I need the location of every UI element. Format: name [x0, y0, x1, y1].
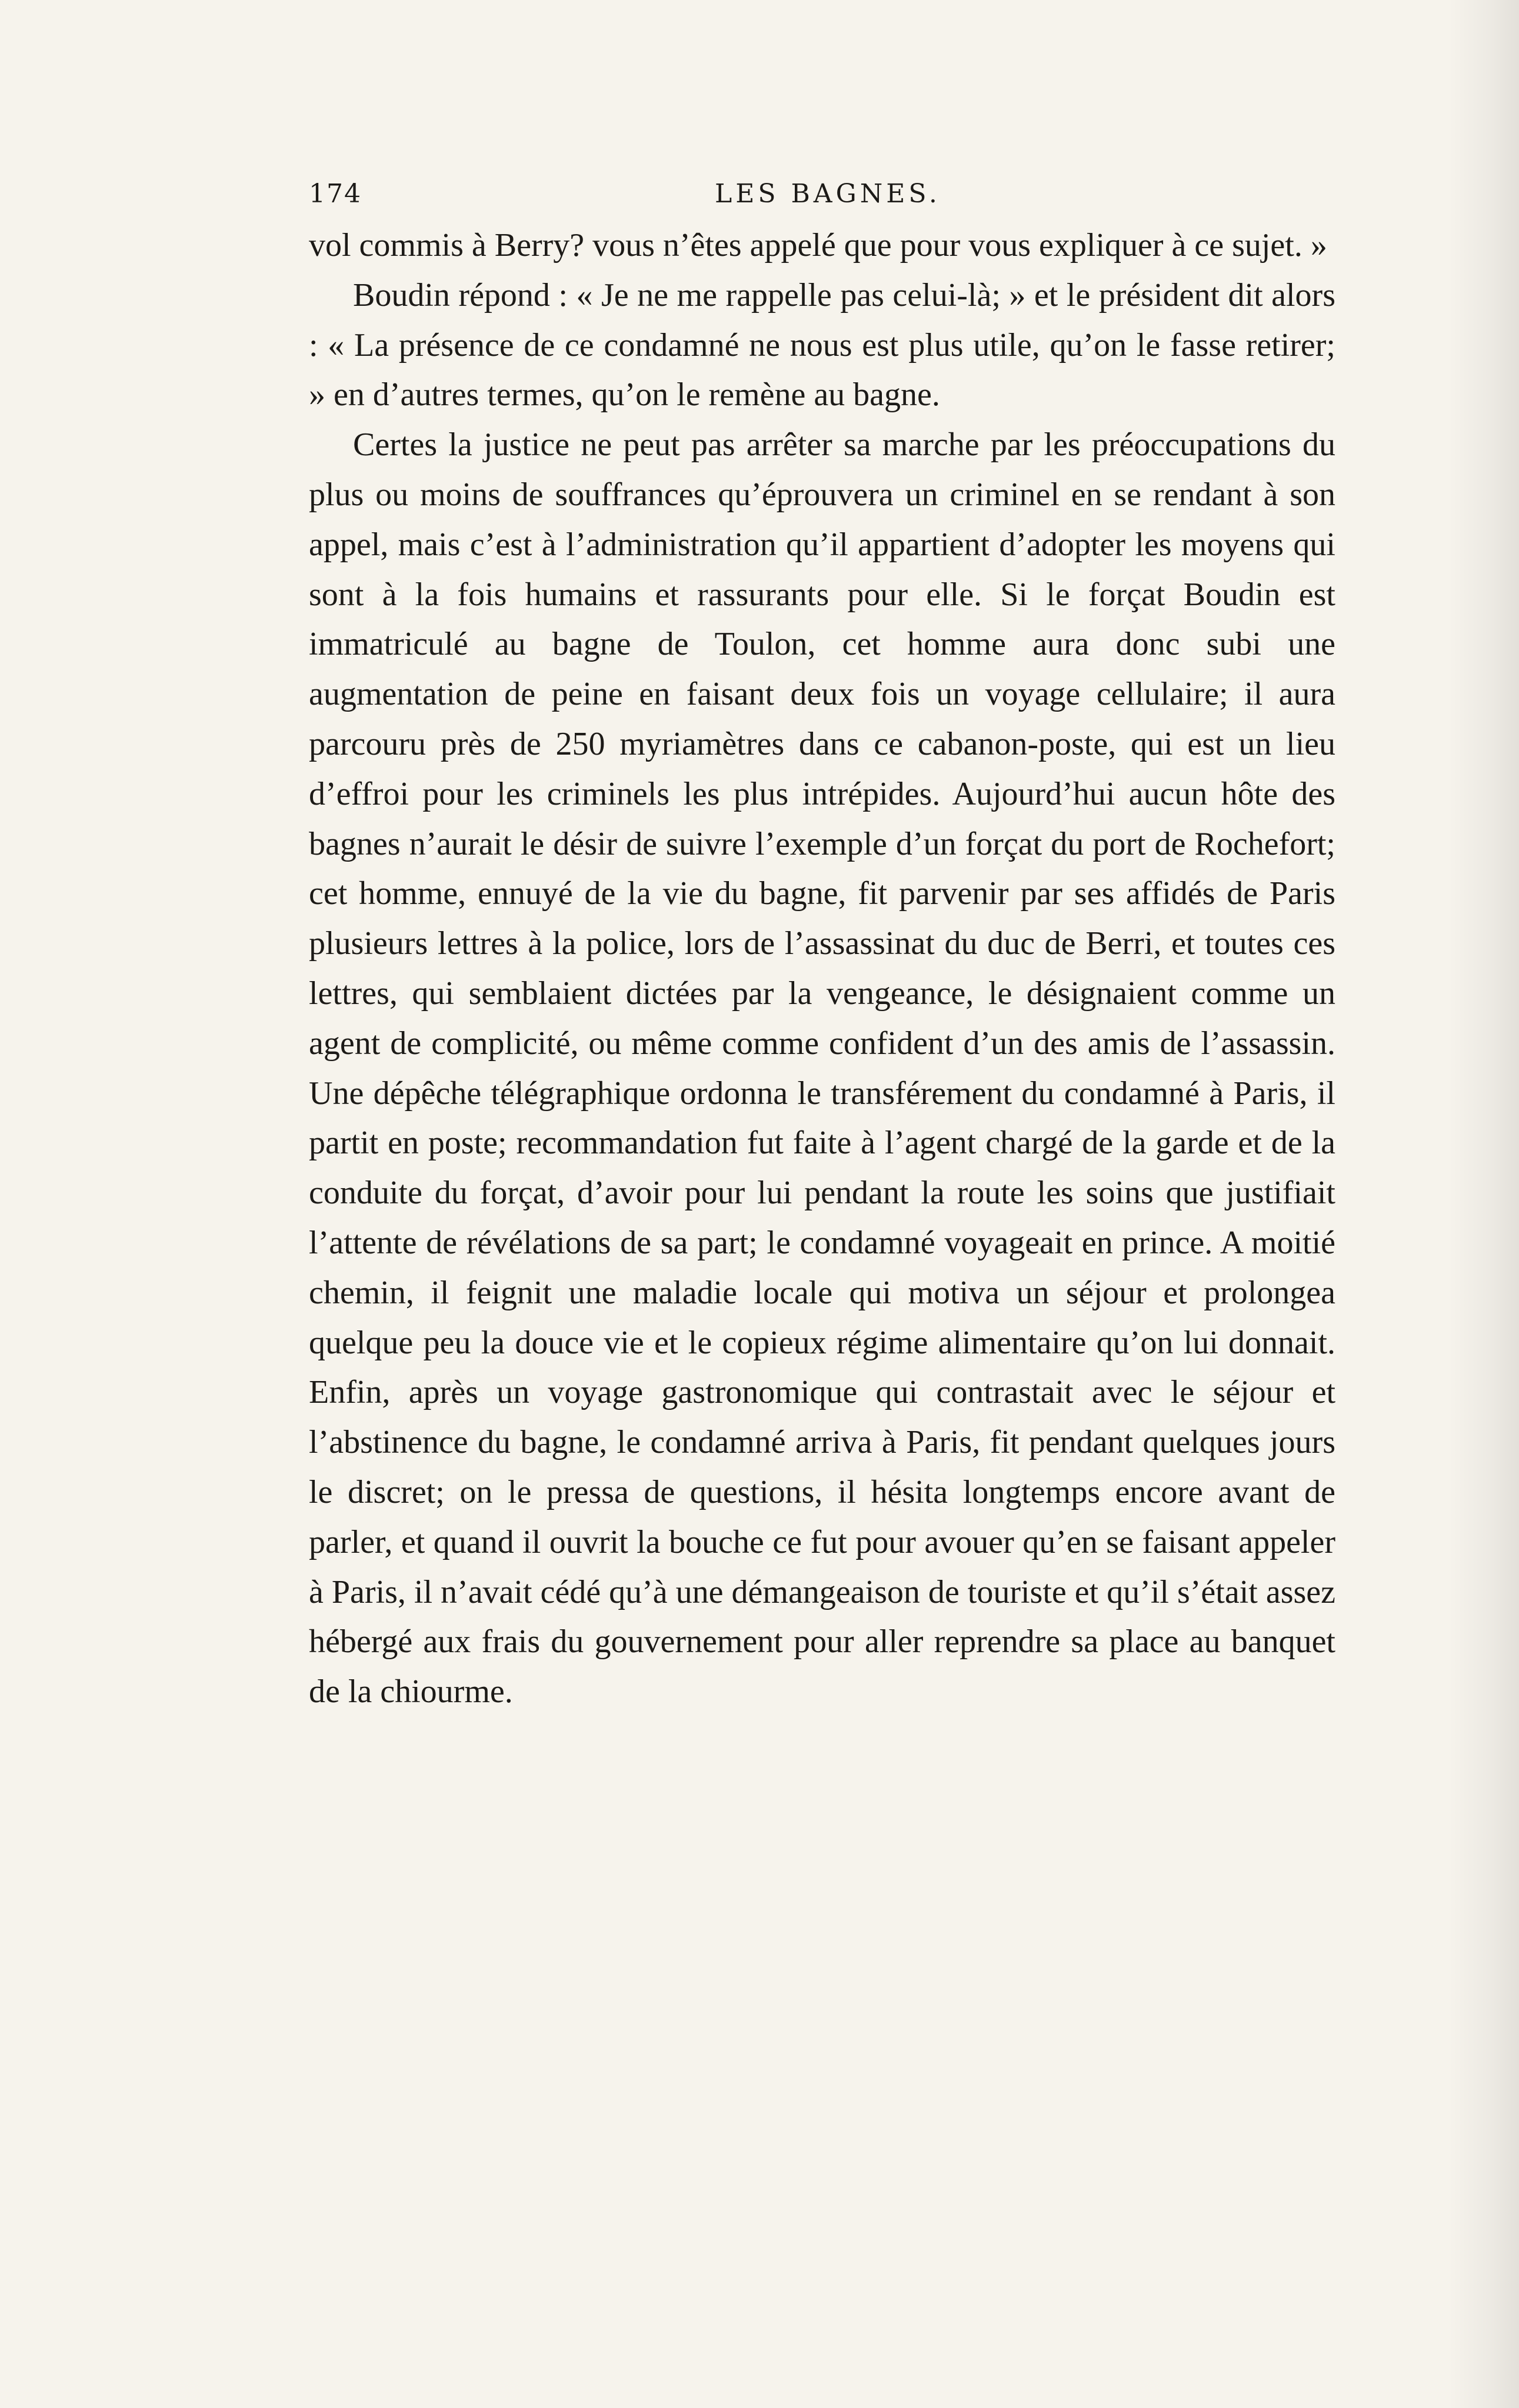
paragraph-3: Certes la justice ne peut pas arrêter sa marche par les préoccupations du plus ou moins de souffrances qu’éprouvera un criminel en se rendant à son appel, mais c’est à l’administration qu’il appartient d’adopter les moyens qui sont à la fois humains et rassurants pour elle. Si le forçat Boudin est immatriculé au bagne de Toulon, cet homme aura donc subi une augmentation de peine en faisant deux fois un voyage cellulaire; il aura parcouru près de 250 myriamètres dans ce cabanon-poste, qui est un lieu d’effroi pour les criminels les plus intrépides. Aujourd’hui aucun hôte des bagnes n’aurait le désir de suivre l’exemple d’un forçat du port de Rochefort; cet homme, ennuyé de la vie du bagne, fit parvenir par ses affidés de Paris plusieurs lettres à la police, lors de l’assassinat du duc de Berri, et toutes ces lettres, qui semblaient dictées par la vengeance, le désignaient comme un agent de complicité, ou même comme confident d’un des amis de l’assassin. Une dépêche télégraphique ordonna le transférement du condamné à Paris, il partit en poste; recommandation fut faite à l’agent chargé de la garde et de la conduite du forçat, d’avoir pour lui pendant la route les soins que justifiait l’attente de révélations de sa part; le condamné voyageait en prince. A moitié chemin, il feignit une maladie locale qui motiva un séjour et prolongea quelque peu la douce vie et le copieux régime alimentaire qu’on lui donnait. Enfin, après un voyage gastronomique qui contrastait avec le séjour et l’abstinence du bagne, le condamné arriva à Paris, fit pendant quelques jours le discret; on le pressa de questions, il hésita longtemps encore avant de parler, et quand il ouvrit la bouche ce fut pour avouer qu’en se faisant appeler à Paris, il n’avait cédé qu’à une démangeaison de touriste et qu’il s’était assez hébergé aux frais du gouvernement pour aller reprendre sa place au banquet de la chiourme.	[309, 426, 1335, 1710]
running-title: LES BAGNES.	[715, 179, 941, 209]
page-edge-shadow	[1448, 0, 1519, 2408]
paragraph-2: Boudin répond : « Je ne me rappelle pas celui-là; » et le président dit alors : « La présence de ce condamné ne nous est plus utile, qu’on le fasse retirer; » en d’autres termes, qu’on le remène au bagne.	[309, 276, 1335, 413]
paragraph-1: vol commis à Berry? vous n’êtes appelé que pour vous expliquer à ce sujet. »	[309, 227, 1327, 264]
page-number: 174	[309, 179, 362, 209]
running-header	[309, 176, 1335, 212]
body-text	[309, 221, 1335, 1717]
